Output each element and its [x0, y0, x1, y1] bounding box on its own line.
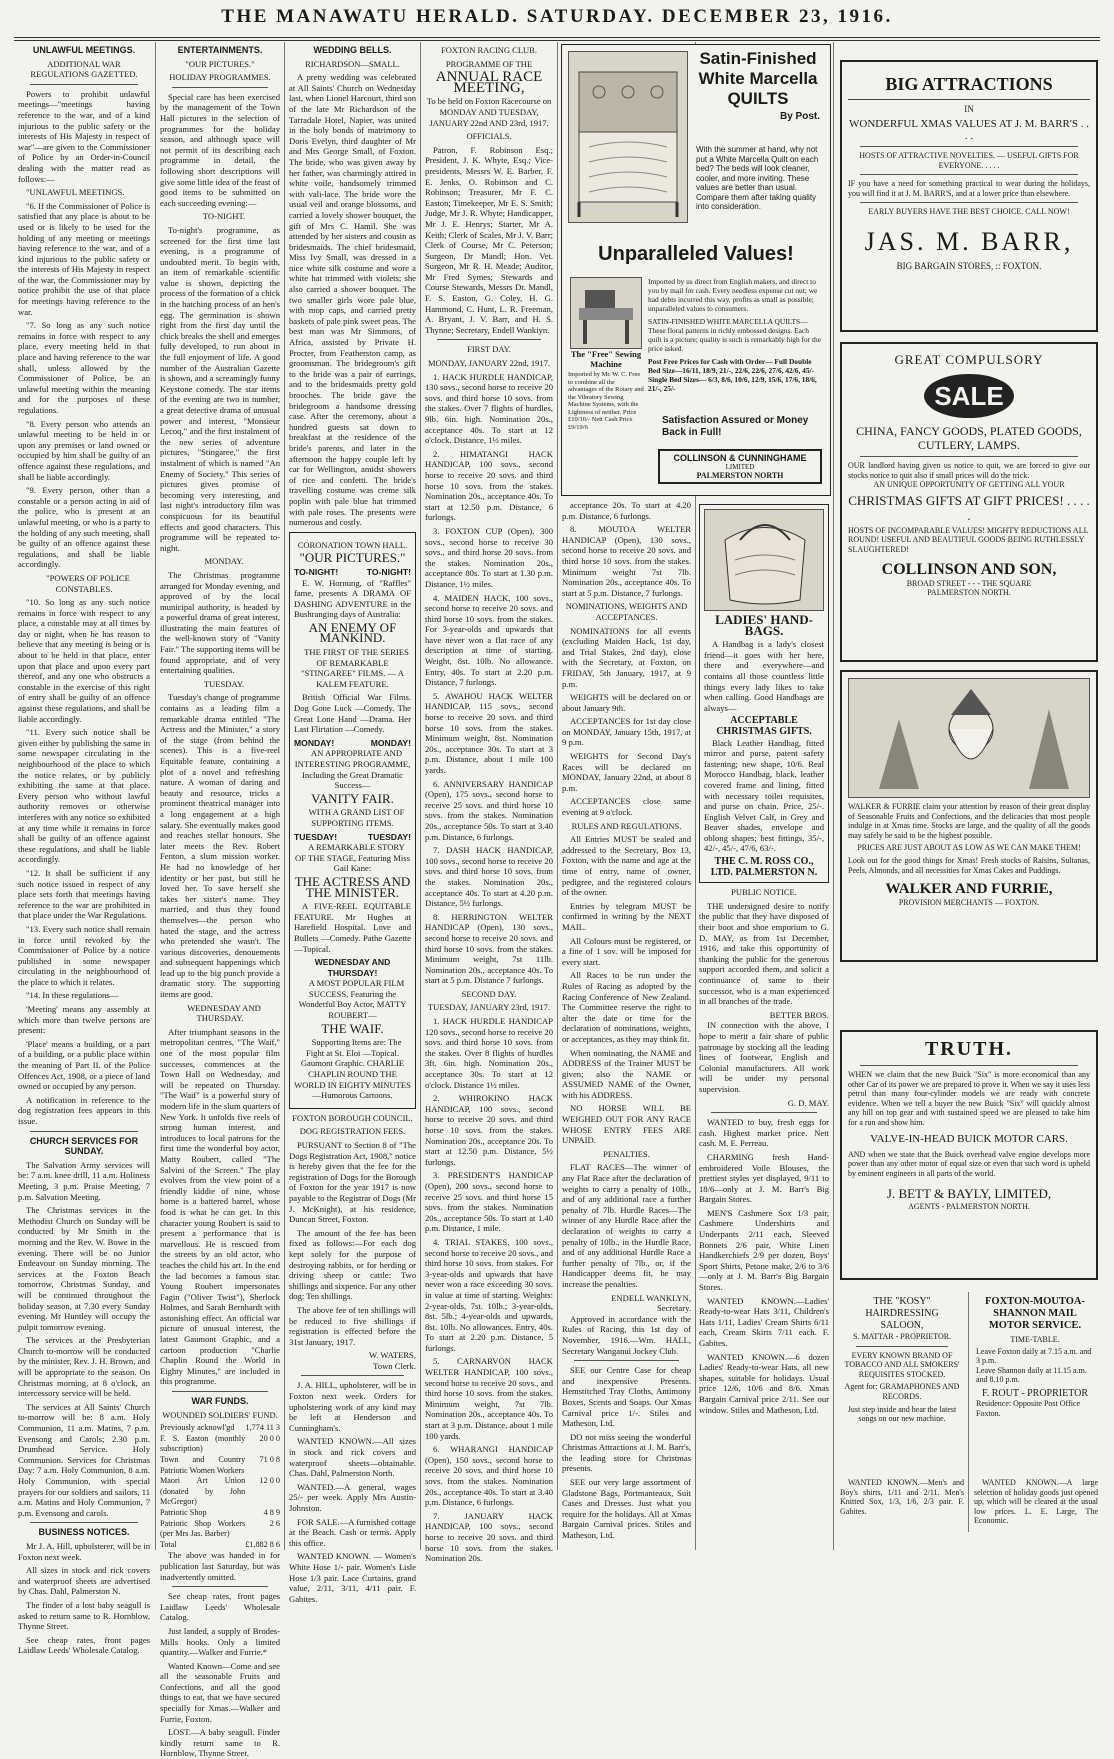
- divider: [711, 1112, 817, 1113]
- kosy-advert: [840, 1292, 964, 1472]
- divider: [574, 1360, 679, 1361]
- paragraph: Black Leather Handbag, fitted mirror and purse, patent safety fastening; new shape, 10/6. Real Morocco Handbag, black, leather covered frame and lining, fitted with necessary toilet requisites, and purse on chain. Price, 25/-. English Velvet Calf, in Grey and Beaver shades, envelope and oblong shapes; best fittings, 35/-, 42/-, 45/-, 47/6, 63/-.: [704, 737, 824, 854]
- paragraph: A notification in reference to the dog registration fees appears in this issue.: [18, 1094, 150, 1126]
- signature: W. WATERS,: [368, 1350, 416, 1361]
- fund-label: Town and Country Patriotic Women Workers: [160, 1455, 246, 1475]
- signature-title: Secretary.: [656, 1303, 691, 1314]
- sale-address: BROAD STREET - - - THE SQUARE: [906, 578, 1032, 588]
- paragraph: WEIGHTS for Second Day's Races will be declared on MONDAY, January 22nd, at about 8 p.m.: [562, 751, 691, 793]
- headline-wedding-bells: WEDDING BELLS.: [313, 45, 392, 55]
- paragraph: FLAT RACES—The winner of any Flat Race after the declaration of weights to carry a penalty of 10lb., and of any additional race a further penalty of 7lb. Hurdle Races—The winner of any Hurdle Race after the declaration of weights to carry a penalty of 10lb., in the Hurdle Race, and of any additional Hurdle Race a further penalty of 7lb., or, if the Handicapper deems fit, he may increase the penalties.: [562, 1162, 691, 1289]
- divider: [30, 84, 138, 85]
- paragraph: THE FIRST OF THE SERIES OF REMARKABLE "STINGAREE" FILMS. — A KALEM FEATURE.: [301, 647, 409, 689]
- mail-proprietor: F. ROUT - PROPRIETOR: [981, 1387, 1089, 1399]
- sale-goods: CHINA, FANCY GOODS, PLATED GOODS, CUTLERY, LAMPS.: [856, 424, 1082, 452]
- table-row: [160, 1476, 280, 1508]
- divider: [860, 146, 1078, 147]
- subhead: PUBLIC NOTICE.: [731, 887, 797, 898]
- paragraph: See cheap rates, front pages Laidlaw Leeds' Wholesale Catalog.: [160, 1591, 280, 1623]
- barr-title: BIG ATTRACTIONS: [848, 74, 1090, 100]
- race-item: 7. DASH HACK HANDICAP, 100 sovs., second horse to receive 20 sovs. and third horse 10 sovs. from the stakes. Nomination 20s., acceptance 40s. To start at 4.20 p.m. Distance, 5½ furlongs.: [425, 845, 553, 909]
- signature: ENDELL WANKLYN,: [611, 1292, 691, 1303]
- sale-oval: SALE: [924, 374, 1014, 418]
- paragraph: "9. Every person, other than a constable or a person acting in aid of the police, who is present at an unlawful meeting, or who is a party to the holding of any such meeting, shall be guilty of an offence against these regulations, and shall be liable accordingly.: [18, 485, 150, 570]
- paragraph: All Colours must be registered, or a fine of 1 sov. will be imposed for every start.: [562, 935, 691, 967]
- bed-illustration: [568, 51, 688, 223]
- barr-early: EARLY BUYERS HAVE THE BEST CHOICE. CALL NOW!: [868, 207, 1070, 217]
- paragraph: Supporting Items are: The Fight at St. Eloi —Topical. Gaumont Graphic. CHARLIE CHAPLIN ROUND THE WORLD IN EIGHTY MINUTES—Humorous Cartoons.: [294, 1037, 411, 1101]
- paragraph: The above fee of ten shillings will be reduced to five shillings if registration is effected before the 31st January, 1917.: [289, 1304, 416, 1347]
- fund-label: Maori Art Union (donated by John McGregor): [160, 1476, 246, 1507]
- race-item: 8. MOUTOA WELTER HANDICAP (Open), 130 sovs., second horse to receive 20 sovs. and third horse 10 sovs. from the stakes. Minimum weight 7st 7lb. Nomination 20s., acceptance 40s. To start at 5 p.m. Distance, 7 furlongs.: [562, 524, 691, 598]
- pictures-advert: [289, 532, 416, 1109]
- subhead: OFFICIALS.: [466, 131, 512, 142]
- table-row: [160, 1519, 280, 1540]
- paragraph: Approved in accordance with the Rules of Racing, this 1st day of November, 1916.—Wm. HALL, Secretary Wanganui Jockey Club.: [562, 1313, 691, 1356]
- tuesday-row: [294, 832, 411, 843]
- paragraph: The Christmas programme arranged for Monday evening, and approved of by the local municipal authority, is headed by a powerful drama of great interest, illustrating the main features of the well-known story of "Vanity Fair." The supporting items will be found appropriate, and of very entertaining qualities.: [160, 569, 280, 676]
- sale-location: PALMERSTON NORTH.: [927, 588, 1011, 598]
- wf-prices: PRICES ARE JUST ABOUT AS LOW AS WE CAN MAKE THEM!: [857, 843, 1081, 853]
- paragraph: "7. So long as any such notice remains in force with respect to any place, every meeting held in that place and having reference to the war shall, unless allowed by the Commissioner of Police, be an unlawful meeting within the meaning and for the purposes of these regulations.: [18, 320, 150, 415]
- tonight-row: [294, 567, 411, 578]
- firm-ltd: LIMITED: [725, 463, 755, 471]
- wf-name: WALKER AND FURRIE,: [885, 881, 1053, 898]
- truth-headline: VALVE-IN-HEAD BUICK MOTOR CARS.: [870, 1132, 1068, 1145]
- advert-title: "OUR PICTURES.": [299, 550, 406, 566]
- race-item: 2. WHIROKINO HACK HANDICAP, 100 sovs., second horse to receive 20 sovs. and third horse 10 sovs. from the stakes. Nomination 20s., acceptance 20s. To start at 12.50 p.m. Distance, 5½ furlongs.: [425, 1093, 553, 1167]
- paragraph: A MOST POPULAR FILM SUCCESS, Featuring the Wonderful Boy Actor, MATTY ROUBERT—: [298, 978, 407, 1021]
- barr-location: BIG BARGAIN STORES, :: FOXTON.: [896, 260, 1042, 271]
- paragraph: WANTED KNOWN.—Ladies' Ready-to-wear Hats 3/11, Children's Hats 1/11, Ladies' Cream Shirts 6/11 each, Cream Skirts 7/11 each. F. Gabites.: [699, 1295, 829, 1348]
- paragraph: J. A. HILL, upholsterer, will be in Foxton next week. Orders for upholstering work of any kind may be left at Henderson and Cunningham's.: [289, 1380, 416, 1433]
- paragraph: Entries by telegram MUST be confirmed in writing by the NEXT MAIL.: [562, 900, 691, 932]
- race-item: 3. FOXTON CUP (Open), 300 sovs., second horse to receive 30 sovs., and third horse 20 sovs. from the stakes. Nomination 20s., acceptance 80s. To start at 1.30 p.m. Distance, 1½ miles.: [425, 525, 553, 589]
- fund-label: Patriotic Shop Workers (per Mrs Jas. Barber): [160, 1518, 246, 1539]
- wf-body: WALKER & FURRIE claim your attention by reason of their great display of Seasonable Fruits and Confections, and the delicacies that most people indulge in at Xmas time. Stocks are large, and the quality of all the goods may safely be said to be the highest possible.: [848, 802, 1090, 840]
- paragraph: THE undersigned desire to notify the public that they have disposed of their boot and shoe emporium to G. D. MAY, as from 1st December, 1916, and take this opportunity of thanking the public for the generous support accorded them, and solicit a continuance of same to their successor, who is a man experienced in all branches of the trade.: [699, 900, 829, 1007]
- paragraph: E. W. Hornung, of "Raffles" fame, presents A DRAMA OF DASHING ADVENTURE in the Bushranging days of Australia:: [294, 577, 411, 620]
- paragraph: Mr J. A. Hill, upholsterer, will be in Foxton next week.: [18, 1540, 150, 1562]
- mail-timetable: TIME-TABLE.: [1010, 1335, 1060, 1344]
- paragraph: WEIGHTS will be declared on or about January 9th.: [562, 692, 691, 713]
- paragraph: A Handbag is a lady's closest friend—it goes with her here, there and everywhere—and contains all those countless little things every lady likes to take when calling. Good Handbags are always—: [704, 639, 824, 713]
- paragraph: A FIVE-REEL EQUITABLE FEATURE. Mr Hughes at Harefield Hospital. Love and Bullets —Comedy. Pathe Gazette —Topical.: [294, 901, 411, 954]
- feature-title: THE WAIF.: [321, 1020, 384, 1036]
- handbags-title: LADIES' HAND-BAGS.: [715, 612, 813, 638]
- subhead: TUESDAY, JANUARY 23rd, 1917.: [427, 1002, 550, 1013]
- mail-title: FOXTON-MOUTOA-SHANNON MAIL MOTOR SERVICE.: [985, 1296, 1085, 1331]
- paragraph: A pretty wedding was celebrated at All Saints' Church on Wednesday last, when Lionel Harcourt, third son of the late Mr Richardson of the Tarradale Hotel, Napier, was united in the holy bonds of matrimony to Doris Evelyn, third daughter of Mr and Mrs George Small, of Foxton. The bride, who was given away by her father, was charmingly attired in white voile, handsomely trimmed with vali-lace. The bride wore the usual veil and orange blossoms, and carried a lovely shower bouquet, the gift of Mrs C. Hamil. She was attended by her sisters and cousin as bridesmaids. The chief bridesmaid, Miss Ivy Small, was dressed in a nice white silk costume and wore a white hat trimmed with violets; she also carried a shower bouquet. The two smaller girls wore pale blue, with mop caps, and carried pretty baskets of pale pink sweet peas. The best man was Mr Simmons, of Africa, assisted by Private H. Procter, from Featherston camp, as groomsman. The bridegroom's gift to the bride was a pair of earrings, and to the bridesmaids pretty gold brooches. The bride gave the bridegroom a handsome dressing case. After the ceremony, about a hundred guests sat down to breakfast at the residence of the bride's parents, and later in the afternoon the happy couple left by car for Wellington, amidst showers of rice and confetti. The bride's travelling costume was creme silk poplin with pale blue hat trimmed with pale roses. The presents were numerous and costly.: [289, 72, 416, 528]
- truth-name: J. BETT & BAYLY, LIMITED,: [886, 1186, 1052, 1202]
- sewing-machine-illustration: [570, 277, 642, 349]
- kosy-title: THE "KOSY" HAIRDRESSING SALOON,: [865, 1296, 939, 1331]
- paragraph: FOR SALE.—A furnished cottage at the Beach. Cash or terms. Apply this office.: [289, 1516, 416, 1548]
- paragraph: SEE our Centre Case for cheap and inexpensive Presents. Hemstitched Tray Cloths, Antimony Boxes, Scents and Soaps. Our Xmas Carnival price 1/-. Stiles and Matheson, Ltd.: [562, 1365, 691, 1429]
- paragraph: The Christmas services in the Methodist Church on Sunday will be conducted by Mr Smith in the morning and the Rev. W. Bowe in the evening. There will be no Junior Endeavour on Sunday morning. The services at the Foxton Beach tomorrow, Christmas Sunday, and will be continued throughout the holiday season, at 7.30 every Sunday evening. Mr Huntley will occupy the pulpit tomorrow evening.: [18, 1205, 150, 1332]
- mail-leave-shannon: Leave Shannon daily at 11.15 a.m. and 8.10 p.m.: [976, 1365, 1087, 1385]
- christmas-illustration: [848, 678, 1090, 798]
- masthead-rule-2: [14, 40, 1100, 41]
- paragraph: The above was handed in for publication last Saturday, but was inadvertently omitted.: [160, 1550, 280, 1582]
- paragraph: The services at All Saints' Church to-morrow will be: 8 a.m. Holy Communion, 11 a.m. Matins, 7 p.m. Evensong and Carols; 2.30 p.m. Drumhead Service. Holy Communion. Services for Christmas Day: 7 a.m. Holy Communion, 8 a.m. Holy Communion, with special prayers for our soldiers and sailors, 11 a.m. Matins and Holy Communion, 7 p.m. Evensong and carols.: [18, 1401, 150, 1518]
- subhead: SECOND DAY.: [461, 988, 517, 999]
- table-row: [160, 1423, 280, 1434]
- column-2: [160, 42, 280, 1759]
- kosy-songs: Just step inside and hear the latest songs on our new machine.: [847, 1404, 957, 1424]
- column-4: [425, 42, 553, 1564]
- imported-text: Imported by us direct from English makers, and direct to you by mail for cash. Every needless expense cut out; we had debts incurred this way, profits as small as possible; unparalleled values to consumers.: [648, 277, 818, 313]
- divider: [172, 1391, 268, 1392]
- truth-body-2: AND when we state that the Buick overhead valve engine develops more power than any other motor of equal size or even that such word is upheld by eminent engineers in all parts of the world.: [848, 1149, 1090, 1178]
- subhead: MONDAY, JANUARY 22nd, 1917.: [427, 358, 550, 369]
- fund-amount: 71 0 8: [259, 1455, 280, 1464]
- handbags-advert: [699, 504, 829, 883]
- paragraph: "6. If the Commissioner of Police is satisfied that any place is about to be used or is likely to be used for the holding of any meeting or meetings having reference to the war, and of a kind injurious to the public safety or the interests of His Majesty in respect of the war, the Commissioner may by notice prohibit the use of that place for meetings having reference to the war.: [18, 200, 150, 317]
- paragraph: 'Place' means a building, or a part of a building, or a public place within the meaning of Part II. of the Police Offences Act, 1908, or a piece of land owned or occupied by any person.: [18, 1038, 150, 1092]
- divider: [30, 1131, 138, 1132]
- paragraph: IN connection with the above, I hope to merit a fair share of public patronage by stocking all the leading lines of footwear, English and Colonial manufacturers. All work will be under my personal supervision.: [699, 1020, 829, 1094]
- race-item: 5. AWAHOU HACK WELTER HANDICAP, 115 sovs., second horse to receive 20 sovs. and third horse 10 sovs. from the stakes. Minimum weight, 8st. Nomination 20s., acceptance 30s. To start at 3 p.m. Distance, about 1 mile 100 yards.: [425, 690, 553, 775]
- race-item: 5. CARNARVON HACK WELTER HANDICAP, 100 sovs., second horse to receive 20 sovs., and third horse 10 sovs. from the stakes. Minimum weight, 7st 7lb. Nomination 20s., acceptance 40s. To start at 3 p.m. Distance, about 1 mile 100 yards.: [425, 1356, 553, 1441]
- quilts-title: Satin-Finished White Marcella QUILTS: [698, 49, 818, 108]
- paragraph: After triumphant seasons in the metropolitan centres, "The Waif," one of the most popular film successes, commences at the Town Hall on Wednesday, and will be repeated on Thursday. "The Waif" is a powerful story of modern life in the slum quarters of New York. It unfolds five reels of strong human interest, and introduces to local patrons for the first time the wonderful boy actor, Matty Roubert, called "The Salvini of the Screen." The play evolves from the view point of a friendly kiddie of nine, whose home is a battered barrel, whose food is what he can get. In this character young Roubert is said to present a performance that is marvellous. He is rescued from the streets by an old actor, who teaches the child his art. In the end the lad becomes a famous star. Young Roubert impersonates Fagin ("Oliver Twist"), Sherlock Holmes, and Sarah Bernhardt with astonishing effect. An official war picture of unusual interest, the latest Gaumont Graphic, and a cartoon production "Charlie Chaplin Round the World in Eighty Minutes," are included in this programme.: [160, 1026, 280, 1387]
- paragraph: WANTED KNOWN.—All sizes in stock and rick covers and waterproof sheets—obtainable. Chas. Dahl, Palmerston North.: [289, 1436, 416, 1479]
- race-item: 3. PRESIDENT'S HANDICAP (Open), 200 sovs., second horse to receive 25 sovs. and third horse 15 sovs. from the stakes. Nomination 20s., acceptance 50s. To start at 1.40 p.m. Distance, 1 mile.: [425, 1170, 553, 1234]
- paragraph: WANTED to buy, fresh eggs for cash. Highest market price. Nett cash. M. E. Perreau.: [699, 1117, 829, 1149]
- column-rule: [420, 42, 421, 1550]
- fund-amount: 1,774 11 3: [245, 1423, 280, 1433]
- signature-title: Town Clerk.: [373, 1360, 416, 1371]
- subhead: FIRST DAY.: [467, 344, 511, 355]
- paragraph: "13. Every such notice shall remain in force until revoked by the Commissioner of Police by a notice published in some newspaper circulating in the neighbourhood of the place to which it relates.: [18, 923, 150, 987]
- subhead: PROGRAMME OF THE: [445, 58, 533, 69]
- fund-amount: 2 6: [269, 1518, 280, 1528]
- barr-sub: WONDERFUL XMAS VALUES AT J. M. BARR'S . . . .: [849, 118, 1089, 142]
- race-item: 1. HACK HURDLE HANDICAP, 130 sovs., second horse to receive 20 sovs. and third horse 10 sovs. from the stakes. Over 7 flights of hurdles, 9lb. 6in. high. Nomination 20s., acceptance 40s. To start at 12 o'clock. Distance, 1½ miles.: [425, 371, 553, 446]
- masthead: THE MANAWATU HERALD. SATURDAY. DECEMBER 23, 1916.: [221, 6, 893, 27]
- wf-sub: PROVISION MERCHANTS — FOXTON.: [898, 898, 1040, 908]
- divider: [860, 456, 1078, 457]
- advert-heading: CORONATION TOWN HALL.: [297, 539, 408, 550]
- subhead: WOUNDED SOLDIERS' FUND.: [162, 1409, 278, 1420]
- divider: [860, 1065, 1078, 1066]
- quilts-by-post: By Post.: [779, 111, 820, 122]
- column-rule: [833, 42, 834, 1550]
- column-rule: [155, 42, 156, 1550]
- wanted-known-1: [840, 1478, 964, 1548]
- subhead: FOXTON BOROUGH COUNCIL.: [292, 1112, 413, 1123]
- race-meeting-title: ANNUAL RACE MEETING,: [435, 69, 543, 96]
- race-item: 8. HERRINGTON WELTER HANDICAP (Open), 130 sovs., second horse to receive 20 sovs. and third horse 10 sovs. from the stakes. Minimum weight, 7st 11lb. Nomination 20s., acceptance 40s. To start at 5 p.m. Distance 7 furlongs.: [425, 911, 553, 986]
- kosy-agent: Agent for: GRAMAPHONES AND RECORDS.: [844, 1382, 960, 1401]
- sale-values: HOSTS OF INCOMPARABLE VALUES! MIGHTY REDUCTIONS ALL ROUND! USEFUL AND BEAUTIFUL GOODS BEING RUTHLESSLY SLAUGHTERED!: [848, 525, 1089, 554]
- paragraph: CHARMING fresh Hand-embroidered Voile Blouses, the prettiest styles yet displayed, 9/11 to 18/6—only at J. M. Barr's Big Bargain Stores.: [699, 1151, 829, 1205]
- paragraph: "11. Every such notice shall be given either by publishing the same in some newspaper circulating in the neighbourhood of the place to which the notice relates, or by publicly exhibiting the same at that place. Every person who without lawful authority removes or otherwise interferes with any notice so exhibited at any time while it remains in force shall be guilty of an offence against these regulations, and shall be liable accordingly.: [18, 727, 150, 865]
- paragraph: WEDNESDAY AND THURSDAY.: [187, 1002, 261, 1024]
- divider: [30, 1522, 138, 1523]
- sale-opportunity: AN UNIQUE OPPORTUNITY OF GETTING ALL YOUR: [873, 480, 1065, 490]
- mail-advert: [972, 1292, 1098, 1472]
- table-row: [160, 1455, 280, 1476]
- headline-unlawful-meetings: UNLAWFUL MEETINGS.: [32, 45, 136, 55]
- paragraph: A REMARKABLE STORY OF THE STAGE, Featuring Miss Gail Kane:: [295, 842, 410, 874]
- feature-title: VANITY FAIR.: [311, 790, 394, 806]
- ross-name: THE C. M. ROSS CO., LTD. PALMERSTON N.: [710, 856, 818, 878]
- sewing-label: The "Free" Sewing Machine: [570, 349, 642, 369]
- paragraph: ACCEPTANCES close same evening at 9 o'clock.: [562, 796, 691, 818]
- paragraph: WANTED KNOWN.—Men's and Boy's shirts, 1/11 and 2/11. Men's Knitted Sox, 1/3, 1/6, 2/3 pair. F. Gabites.: [840, 1478, 964, 1516]
- paragraph: The finder of a lost baby seagull is asked to return same to R. Hornblow, Thynne Street.: [18, 1599, 150, 1632]
- fund-amount: 4 8 9: [263, 1507, 280, 1517]
- bed-icon: [569, 52, 687, 222]
- paragraph: "8. Every person who attends an unlawful meeting to be held in or upon any premises or land owned or occupied by him shall be guilty of an offence against these regulations, and shall be liable accordingly.: [18, 418, 150, 482]
- sewing-body: Imported by Mr. W. C. Free to combine all the advantages of the Rotary and the Vibratory Sewing Machine Systems, with the Lightness of neither. Price £10/10/- Nett Cash Price £9/19/6: [568, 371, 644, 431]
- race-item: 4. MAIDEN HACK, 100 sovs., second horse to receive 20 sovs. and third horse 10 sovs. from the stakes. For 3-year-olds and upwards that have never won a flat race of any description at time of starting. Weight, 8st. 10lb. No allowance. Entry, 40s. To start at 2.20 p.m. Distance, 7 furlongs.: [425, 592, 553, 688]
- subhead: ADDITIONAL WAR REGULATIONS GAZETTED.: [30, 58, 138, 80]
- signature: G. D. MAY.: [787, 1097, 829, 1108]
- subhead: NOMINATIONS, WEIGHTS AND ACCEPTANCES.: [565, 601, 688, 622]
- paragraph: AN APPROPRIATE AND INTERESTING PROGRAMME, Including the Great Dramatic Success—: [294, 748, 411, 791]
- paragraph: All sizes in stock and rick covers and waterproof sheets are advertised by Chas. Dahl, Palmerston N.: [18, 1565, 150, 1597]
- subhead: "OUR PICTURES.": [185, 58, 255, 69]
- headline-war-funds: WAR FUNDS.: [191, 1396, 249, 1407]
- paragraph: The Salvation Army services will be: 7 a.m. knee drill, 11 a.m. Holiness Meeting, 3 p.m. Praise Meeting, 7 p.m. Salvation Meeting.: [18, 1159, 150, 1202]
- column-5b: [699, 500, 829, 1550]
- paragraph: WANTED KNOWN.—6 dozen Ladies' Ready-to-wear Hats, all new shapes, suitable for holidays. Usual price 12/6, 10/6 and 8/6. Xmas Bargain Carnival price 2/11. See our window. Stiles and Matheson, Ltd.: [699, 1351, 829, 1415]
- paragraph: "10. So long as any such notice remains in force with respect to any place, a constable may at all times by day or night, when he has reason to believe that any meeting is being or is about to be held in that place, enter upon that place and upon every part thereof, and any one who obstructs a constable in the exercise of this right of entry shall be guilty of an offence against these regulations, and shall be liable accordingly.: [18, 597, 150, 724]
- paragraph: WITH A GRAND LIST OF SUPPORTING ITEMS.: [308, 807, 405, 828]
- satisfaction-text: Satisfaction Assured or Money Back in Full!: [662, 415, 809, 438]
- race-item: acceptance 20s. To start at 4.20 p.m. Distance, 6 furlongs.: [562, 500, 691, 521]
- race-item: 1. HACK HURDLE HANDICAP 120 sovs., second horse to receive 20 sovs. and third horse 10 sovs. from the stakes. Over 8 flights of hurdles 3ft. 6in. high. Nomination 20s., acceptance 30s. To start at 12 o'clock. Distance 1½ miles.: [425, 1016, 553, 1090]
- paragraph: Just landed, a supply of Brodes-Mills hooks. Only a limited quantity.—Walker and Furrie.*: [160, 1625, 280, 1658]
- divider: [856, 1346, 948, 1347]
- signature: BETTER BROS.: [769, 1009, 829, 1020]
- divider: [172, 1586, 268, 1587]
- wanted-known-2: [974, 1478, 1098, 1548]
- paragraph: "POWERS OF POLICE CONSTABLES.: [46, 572, 130, 594]
- wf-lookout: Look out for the good things for Xmas! Fresh stocks of Raisins, Sultanas, Peels, Almonds, and all necessities for Xmas Cakes and Puddings.: [848, 855, 1090, 875]
- paragraph: LOST.—A baby seagull. Finder kindly return same to R. Hornblow, Thynne Street.: [160, 1727, 280, 1759]
- barr-advert: [840, 60, 1098, 332]
- headline-church-services: CHURCH SERVICES FOR SUNDAY.: [29, 1135, 139, 1157]
- headline-entertainments: ENTERTAINMENTS.: [177, 45, 263, 55]
- column-rule: [557, 42, 558, 1550]
- barr-body: IF you have a need for something practical to wear during the holidays, you will find it at J. M. BARR'S, and at a lower price than elsewhere.: [848, 179, 1090, 198]
- sale-advert: [840, 342, 1098, 662]
- divider: [437, 339, 541, 340]
- paragraph: DO not miss seeing the wonderful Christmas Attractions at J. M. Barr's, the leading store for Christmas presents.: [562, 1431, 691, 1474]
- barr-name: JAS. M. BARR,: [864, 226, 1074, 256]
- paragraph: When nominating, the NAME and ADDRESS of the Trainer MUST be given; also the NAME or ASSUMED NAME of the Owner, with his ADDRESS.: [562, 1047, 691, 1100]
- sale-name: COLLINSON AND SON,: [881, 560, 1057, 578]
- unparalleled-values: Unparalleled Values!: [598, 243, 794, 265]
- subhead: HOLIDAY PROGRAMMES.: [169, 72, 271, 83]
- paragraph: ACCEPTANCES for 1st day close on MONDAY, January 15th, 1917, at 9 p.m.: [562, 716, 691, 748]
- handbags-headline: ACCEPTABLE CHRISTMAS GIFTS.: [716, 715, 812, 737]
- paragraph: 'Meeting' means any assembly at which more than twelve persons are present:: [18, 1004, 150, 1036]
- paragraph: All Entries MUST be sealed and addressed to the Secretary, Box 13, Foxton, with the name and age at the time of entry, name of owner, pedigree, and the registered colours of the owner.: [562, 834, 691, 898]
- truth-advert: [840, 1030, 1098, 1280]
- truth-sub: AGENTS - PALMERSTON NORTH.: [908, 1202, 1030, 1212]
- fund-table: [160, 1423, 280, 1550]
- quilts-list: SATIN-FINISHED WHITE MARCELLA QUILTS—These floral patterns in richly embossed designs. Each quilt is a picture; quality is such is remarkably high for the price asked.: [648, 317, 822, 353]
- sale-headline: CHRISTMAS GIFTS AT GIFT PRICES! . . . . .: [848, 492, 1090, 523]
- table-row: [160, 1508, 280, 1519]
- column-5: [562, 500, 691, 1550]
- paragraph: Powers to prohibit unlawful meetings—"meetings having reference to the war, and of a kind injurious to the public safety or the interests of His Majesty in respect of war"—are given to the Commissioner of Police by an Order-in-Council dealing with the matter read as follows:—: [18, 88, 150, 184]
- truth-body: WHEN we claim that the new Buick "Six" is more economical than any other Car of its power we are prepared to prove it. When we say it uses less petrol than many four-cylinder models we are ready with concrete evidence. When we tell a buyer the new Buick "Six" will quickly almost any hill on top gear and with sustained speed we are pleased to take him for a run and show him.: [848, 1070, 1090, 1127]
- column-rule: [968, 1292, 969, 1532]
- race-item: 4. TRIAL STAKES, 100 sovs., second horse to receive 20 sovs., and third horse 10 sovs. from stakes. For 3-year-olds and upwards that have never won a race exceeding 30 sovs. in value at time of starting. Weights: 2-year-olds, 7st. 10lb.; 3-year-olds, 8st. 5lb.; 4-year-olds and upwards, 8st. 10lb. No allowances. Entry, 40s. To start at 2.20 p.m. Distance, 5 furlongs.: [425, 1236, 553, 1353]
- paragraph: The services at the Presbyterian Church to-morrow will be conducted by the minister, Rev. J. H. Brown, and will be appropriate to the season. On Christmas morning, at 8 o'clock, an intercessory service will be held.: [18, 1335, 150, 1399]
- paragraph: WANTED KNOWN.—A large selection of holiday goods just opened up, which will be cleared at the usual low prices. L. E. Large, The Economic.: [974, 1478, 1098, 1525]
- barr-in: IN: [964, 104, 974, 114]
- fund-label: Total: [160, 1539, 177, 1549]
- monday-label: MONDAY!: [370, 737, 411, 748]
- paragraph: The amount of the fee has been fixed as follows:—For each dog kept solely for the purpose of destroying rabbits, or for herding or driving sheep or cattle: Two shillings and sixpence. For any other dog: Ten shillings.: [289, 1227, 416, 1302]
- tuesday-label: TUESDAY!: [294, 831, 338, 842]
- paragraph: Special care has been exercised by the management of the Town Hall pictures in the selection of programmes for the holiday season, and although space will not permit of its describing each programme in detail, the following short descriptions will give some little idea of the feast of good items to be submitted on each succeeding evening:—: [160, 91, 280, 208]
- sale-body: OUR landlord having given us notice to quit, we are forced to give our stocks notice to quit also if small prices will do the trick.: [848, 461, 1090, 480]
- subhead: RULES AND REGULATIONS.: [571, 820, 682, 831]
- fund-amount: 20 0 0: [259, 1433, 280, 1443]
- race-item: 6. ANNIVERSARY HANDICAP (Open), 175 sovs., second horse to receive 25 sovs. and third horse 10 sovs. from the stakes. Nomination 20s., acceptance 50s. To start at 3.40 p.m. Distance, 6 furlongs.: [425, 778, 553, 842]
- fund-amount: 12 0 0: [259, 1476, 280, 1486]
- fund-label: Previously acknowl'gd: [160, 1423, 235, 1433]
- walker-furrie-advert: [840, 670, 1098, 962]
- paragraph: All Races to be run under the Rules of Racing as adopted by the Racing Conference of New Zealand. The Committee reserve the right to alter the date or time for the declaration of nominations, weights, or acceptances, as they may think fit.: [562, 970, 691, 1044]
- masthead-rule: [14, 37, 1100, 38]
- wednesday-label: WEDNESDAY AND THURSDAY!: [314, 957, 391, 978]
- santa-icon: [849, 679, 1093, 797]
- paragraph: TO-NIGHT.: [202, 211, 246, 222]
- race-item: 7. JANUARY HACK HANDICAP, 100 sovs., second horse to receive 20 sovs. and third horse 10 sovs. from the stakes. Nomination 20s.: [425, 1510, 553, 1564]
- barr-novelties: HOSTS OF ATTRACTIVE NOVELTIES. — USEFUL GIFTS FOR EVERYONE. . . . .: [859, 151, 1079, 170]
- handbag-icon: [705, 510, 825, 610]
- tonight-label: TO-NIGHT!: [294, 566, 339, 577]
- kosy-tobacco: EVERY KNOWN BRAND OF TOBACCO AND ALL SMOKERS' REQUISITES STOCKED.: [844, 1350, 960, 1379]
- firm-name: COLLINSON & CUNNINGHAME: [673, 453, 807, 463]
- tonight-label: TO-NIGHT!: [366, 566, 411, 577]
- feature-title: AN ENEMY OF MANKIND.: [308, 619, 397, 646]
- kosy-proprietor: S. MATTAR - PROPRIETOR.: [852, 1332, 952, 1341]
- firm-location: PALMERSTON NORTH: [696, 471, 784, 480]
- tuesday-label: TUESDAY!: [367, 831, 411, 842]
- headline-business-notices: BUSINESS NOTICES.: [38, 1527, 130, 1538]
- subhead: FOXTON RACING CLUB.: [441, 45, 537, 55]
- fund-amount: £1,882 8 6: [245, 1539, 280, 1549]
- sewing-machine-icon: [571, 278, 641, 348]
- divider: [860, 174, 1078, 175]
- post-free-prices: Post Free Prices for Cash with Order— Full Double Bed Size—16/11, 18/9, 21/-, 22/6, 22/6, 27/6, 42/6, 45/- Single Bed Sizes— 6/3, 8/6, 10/6, 12/9, 15/6, 17/6, 18/6, 21/-, 25/-: [648, 357, 817, 393]
- race-item: 2. HIMATANGI HACK HANDICAP, 100 sovs., second horse to receive 20 sovs. and third horse 10 sovs. from the stakes. Nomination 20s., acceptance 40s. To start at 12.50 p.m. Distance, 6 furlongs.: [425, 448, 553, 523]
- monday-label: MONDAY!: [294, 737, 335, 748]
- mail-residence: Residence: Opposite Post Office Foxton.: [976, 1398, 1081, 1418]
- handbag-illustration: [704, 509, 824, 611]
- paragraph: Tuesday's change of programme contains as a leading film a remarkable drama entitled "The Actress and the Minister," a story of the stage (from behind the scenes). This is a five-reel Equitable feature, containing a plot of a novel and refreshing nature. A woman of daring and beauty and resource, tricks a prominent theatrical manager into a long engagement at a high salary. She eventually makes good and reaches stellar honours. She later meets the Rev. Robert Fenton, a slum mission worker. He had no knowledge of her identity or her past, but still he loved her. To save herself she takes her sister's name. They married, and thus they found themselves—the person who hated the stage, and the actress who pretended she wasn't. The various discoveries, denouements and subsequent happenings which lead up to the big punch provide a dramatic story. The supporting items are good.: [160, 692, 280, 1000]
- subhead: RICHARDSON—SMALL.: [305, 58, 400, 69]
- paragraph: To-night's programme, as screened for the first time last evening, is a programme of undoubted merit. To begin with, an item of remarkable scientific value is shown, depicting the process of the formation of a chick in the hatching process of an hen's egg. The germination is shown right from the first day until the chick breaks the shell and emerges fully developed, to run about in the full enjoyment of life. A good number of the Australian Gazette is shown, and a screamingly funny Keystone comedy. The star items of the evening are two in number, a great detective drama of unusual power and interest, "Monsieur Lecoq," and the first instalment of the new series of adventure pictures, "Stingaree," the first instalment of which is named "An Enemy of Society." This series of pictures gives promise of becoming very interesting, and last night's introductory film was conspicuous for its beautiful effects and good characters. This programme will be repeated to-night.: [160, 224, 280, 553]
- table-row: [160, 1540, 280, 1551]
- divider: [172, 87, 268, 88]
- feature-title: THE ACTRESS AND THE MINISTER.: [294, 873, 411, 900]
- quilts-body: With the summer at hand, why not put a White Marcella Quilt on each bed? The beds will look cleaner, cooler, and more inviting. These values are better than usual. Compare them after taking quality into consideration.: [696, 145, 819, 211]
- paragraph: "12. It shall be sufficient if any such notice issued in respect of any place sets forth that meetings having reference to the war are prohibited in that place under the War Regulations.: [18, 867, 150, 921]
- fund-label: F. S. Easton (monthly subscription): [160, 1433, 246, 1454]
- paragraph: NOMINATIONS for all events (excluding Maiden Hack, 1st day, and Trial Stakes, 2nd day), close with the Secretary, at Foxton, on FRIDAY, 5th January, 1917, at 9 p.m.: [562, 625, 691, 689]
- paragraph: NO HORSE WILL BE WEIGHED OUT FOR ANY RACE WHOSE ENTRY FEES ARE UNPAID.: [562, 1103, 691, 1146]
- sale-title: GREAT COMPULSORY: [894, 352, 1044, 367]
- column-3: [289, 42, 416, 1604]
- paragraph: British Official War Films. Dog Gone Luck —Comedy. The Great Lone Hand —Drama. Her Last Flirtation —Comedy.: [294, 692, 411, 735]
- paragraph: MONDAY.: [204, 556, 244, 567]
- subhead: DOG REGISTRATION FEES.: [299, 1126, 406, 1137]
- mail-leave-foxton: Leave Foxton daily at 7.15 a.m. and 3 p.m.: [976, 1346, 1092, 1366]
- paragraph: TUESDAY.: [203, 678, 245, 689]
- paragraph: PURSUANT to Section 8 of "The Dogs Registration Act, 1908," notice is hereby given that the fee for the registration of Dogs for the Borough of Foxton for the year 1917 is now payable to the Registrar of Dogs (Mr J. McKnight), at his residence, Duncan Street, Foxton.: [289, 1140, 416, 1225]
- firm-logo: [658, 449, 822, 484]
- paragraph: SEE our very large assortment of Gladstone Bags, Portmanteaux, Suit Cases and Dresses. Just what you require for the holidays. All at Xmas Bargain Carnival prices. Stiles and Matheson, Ltd.: [562, 1477, 691, 1541]
- paragraph: Wanted Known—Come and see all the seasonable Fruits and Confections, and all the good things to eat, that we have secured specially for Xmas.—Walker and Furrie, Foxton.: [160, 1660, 280, 1724]
- paragraph: WANTED KNOWN. — Women's White Hose 1/- pair. Women's Lisle Hose 1/3 pair. Lace Curtains, grand value, 2/11, 3/11, 4/11 pair. F. Gabites.: [289, 1551, 416, 1604]
- subhead: PENALTIES.: [603, 1148, 650, 1159]
- divider: [301, 1375, 404, 1376]
- table-row: [160, 1434, 280, 1455]
- column-1: [18, 42, 150, 1656]
- paragraph: See cheap rates, front pages Laidlaw Leeds' Wholesale Catalog.: [18, 1634, 150, 1656]
- paragraph: MEN'S Cashmere Sox 1/3 pair, Cashmere Undershirts and Underpants 2/11 each, Sleeved Bonnets 2/6 pair, White Linen Handkerchiefs 2/9 per dozen, Boys' Sport Shirts, Petone make, 2/6 to 3/6—only at J. M. Barr's Big Bargain Stores.: [699, 1207, 829, 1293]
- paragraph: "UNLAWFUL MEETINGS.: [26, 187, 125, 198]
- race-item: 6. WHARANGI HANDICAP (Open), 150 sovs., second horse to receive 20 sovs. and third horse 10 sovs. from the stakes. Nomination 20s., acceptance 40s. To start at 3.40 p.m. Distance, 6 furlongs.: [425, 1444, 553, 1508]
- monday-row: [294, 738, 411, 749]
- subhead: To be held on Foxton Racecourse on MONDAY AND TUESDAY, JANUARY 22nd AND 23rd, 1917.: [426, 96, 552, 128]
- fund-label: Patriotic Shop: [160, 1507, 207, 1517]
- paragraph: "14. In these regulations—: [26, 990, 119, 1001]
- paragraph: WANTED.—A general, wages 25/- per week. Apply Mrs Austin-Johnston.: [289, 1481, 416, 1513]
- column-rule: [284, 42, 285, 1550]
- paragraph: Patron, F. Robinson Esq.; President, J. K. Whyte, Esq.; Vice-presidents, Messrs W. E. Barber, F. E. Jenks, O. Robinson and C. Robinson; Treasurer, Mr F. C. Easton; Timekeeper, Mr E. S. Smith; Judge, Mr J. R. Whyte; Handicapper, Mr J. E. Henrys; Starter, Mr A. Keith; Clerk of Scales, Mr J. V. Barr; Clerk of Course, Mr C. Peterson; Surgeon, Dr Mandl; Hon. Vet. Surgeon, Mr R. H. Meade; Auditor, Mr Fred Symes; Stewards and Course Stewards, Messrs Dr. Mandl, F. S. Easton, G. Coley, H. G. Hammond, C. Hunt, L. R. Freeman, A. Bryant, J. V. Barr, and H. S. Thynne; Secretary, Endell Wankiyn.: [425, 144, 553, 335]
- quilts-advert: [561, 44, 831, 496]
- truth-title: TRUTH.: [924, 1038, 1014, 1060]
- divider: [860, 202, 1078, 203]
